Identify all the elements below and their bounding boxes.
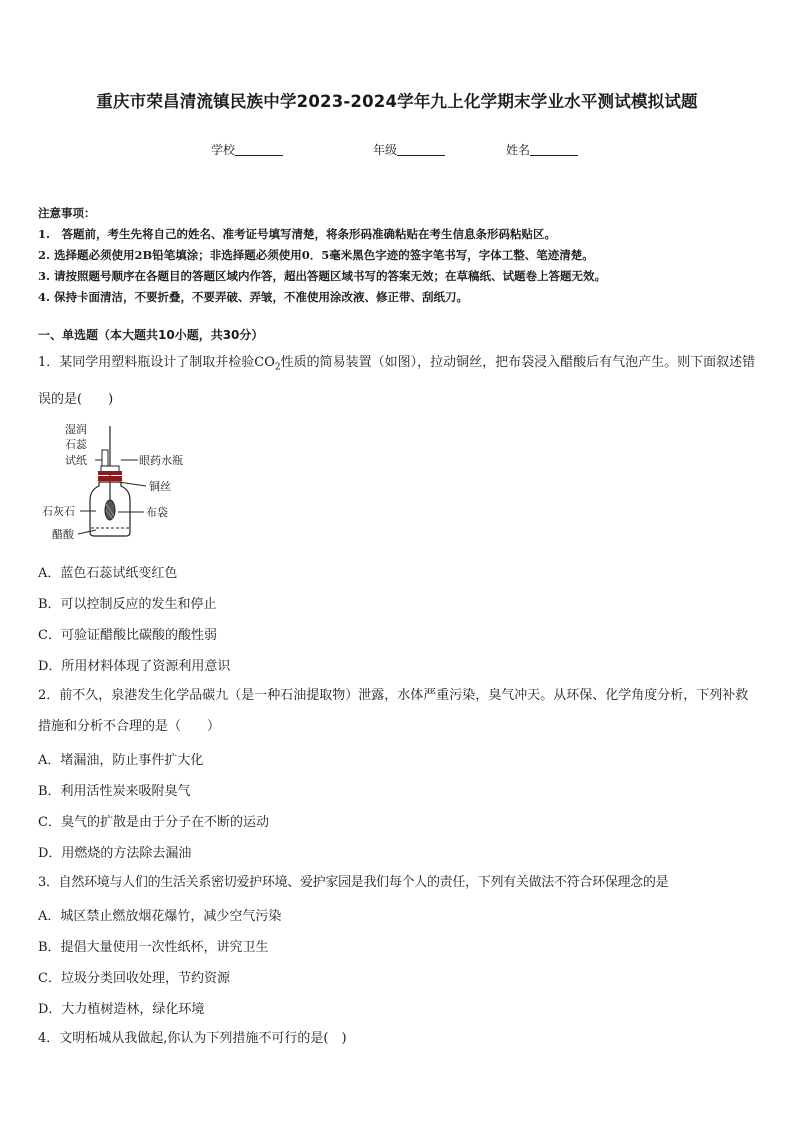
label-litmus-3: 试纸 bbox=[65, 454, 87, 467]
school-blank[interactable] bbox=[235, 142, 283, 156]
bottle-cap-lower bbox=[98, 476, 122, 481]
label-cloth-bag: 布袋 bbox=[146, 506, 168, 519]
question-2-option-c[interactable]: C．臭气的扩散是由于分子在不断的运动 bbox=[38, 815, 269, 830]
leader-copper bbox=[118, 482, 146, 486]
section-heading: 一、单选题（本大题共10小题，共30分） bbox=[38, 328, 264, 342]
label-vinegar: 醋酸 bbox=[52, 528, 74, 541]
question-1-option-a[interactable]: A．蓝色石蕊试纸变红色 bbox=[38, 566, 178, 581]
notice-block bbox=[38, 203, 758, 308]
notice-item: 4. 保持卡面清洁，不要折叠，不要弄破、弄皱，不准使用涂改液、修正带、刮纸刀。 bbox=[38, 290, 469, 304]
question-3-option-d[interactable]: D．大力植树造林，绿化环境 bbox=[38, 1002, 205, 1017]
question-2-stem: 2．前不久，泉港发生化学品碳九（是一种石油提取物）泄露，水体严重污染，臭气冲天。从环保、化学角度分析，下列补救措施和分析不合理的是（ ） bbox=[38, 688, 749, 734]
student-info-row bbox=[0, 141, 794, 161]
notice-item: 2. 选择题必须使用2B铅笔填涂；非选择题必须使用0．5毫米黑色字迹的签字笔书写，字体工整、笔迹清楚。 bbox=[38, 248, 594, 262]
label-copper-wire: 铜丝 bbox=[149, 480, 171, 493]
page-title: 重庆市荣昌清流镇民族中学2023-2024学年九上化学期末学业水平测试模拟试题 bbox=[96, 92, 698, 111]
question-3-option-b[interactable]: B．提倡大量使用一次性纸杯，讲究卫生 bbox=[38, 940, 269, 955]
label-dropper-bottle: 眼药水瓶 bbox=[139, 454, 183, 467]
litmus-paper bbox=[102, 450, 108, 466]
question-2-option-b[interactable]: B．利用活性炭来吸附臭气 bbox=[38, 784, 191, 799]
question-3-option-c[interactable]: C．垃圾分类回收处理，节约资源 bbox=[38, 971, 230, 986]
question-3-option-a[interactable]: A．城区禁止燃放烟花爆竹，减少空气污染 bbox=[38, 909, 282, 924]
question-1-option-c[interactable]: C．可验证醋酸比碳酸的酸性弱 bbox=[38, 628, 217, 643]
grade-label: 年级 bbox=[373, 143, 398, 157]
notice-item: 1. 答题前，考生先将自己的姓名、准考证号填写清楚，将条形码准确粘贴在考生信息条形码粘贴区。 bbox=[38, 227, 556, 241]
question-4-stem: 4．文明柘城从我做起,你认为下列措施不可行的是( ) bbox=[38, 1031, 347, 1046]
question-1-stem bbox=[38, 347, 758, 415]
label-litmus-1: 湿润 bbox=[65, 423, 87, 436]
co2-subscript: 2 bbox=[274, 362, 281, 373]
name-blank[interactable] bbox=[530, 142, 578, 156]
name-field[interactable] bbox=[506, 141, 578, 158]
label-limestone: 石灰石 bbox=[42, 505, 75, 518]
question-3-stem: 3．自然环境与人们的生活关系密切爱护环境、爱护家园是我们每个人的责任，下列有关做法不符合环保理念的是 bbox=[38, 875, 669, 890]
question-1-option-b[interactable]: B．可以控制反应的发生和停止 bbox=[38, 597, 217, 612]
apparatus-diagram bbox=[38, 420, 208, 545]
question-2-option-a[interactable]: A．堵漏油，防止事件扩大化 bbox=[38, 753, 204, 768]
grade-blank[interactable] bbox=[397, 142, 445, 156]
leader-vinegar bbox=[78, 530, 96, 534]
question-2-option-d[interactable]: D．用燃烧的方法除去漏油 bbox=[38, 846, 192, 861]
question-1-stem-text-cont: 性质的简易装置（如图），拉动铜丝，把布袋浸入醋酸后有气泡产生。则下面叙述错误的是( ) bbox=[38, 355, 756, 407]
notice-item: 3. 请按照题号顺序在各题目的答题区域内作答，超出答题区域书写的答案无效；在草稿纸、试题卷上答题无效。 bbox=[38, 269, 607, 283]
notice-heading: 注意事项： bbox=[38, 206, 96, 220]
bottle-cap-upper bbox=[98, 471, 122, 475]
name-label: 姓名 bbox=[506, 143, 531, 157]
grade-field[interactable] bbox=[373, 141, 445, 158]
question-1-stem-text: 1．某同学用塑料瓶设计了制取并检验CO bbox=[38, 355, 275, 370]
question-1-option-d[interactable]: D．所用材料体现了资源利用意识 bbox=[38, 659, 231, 674]
school-field[interactable] bbox=[211, 141, 283, 158]
school-label: 学校 bbox=[211, 143, 236, 157]
apparatus-figure bbox=[38, 420, 208, 545]
label-litmus-2: 石蕊 bbox=[65, 438, 87, 451]
